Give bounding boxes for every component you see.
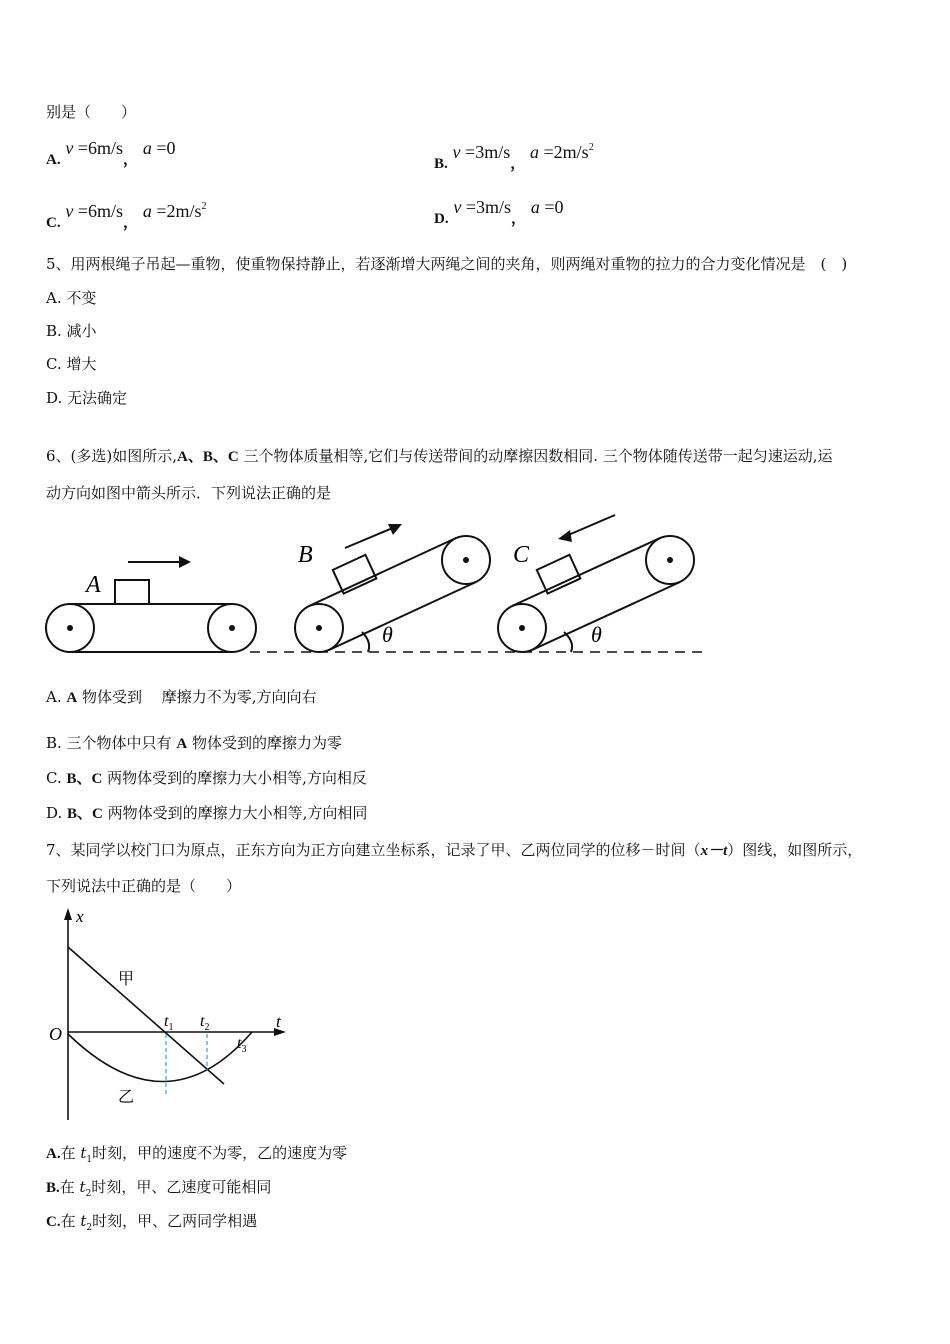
q6-stem-line2: 动方向如图中箭头所示．下列说法正确的是 — [46, 484, 332, 502]
q6-stem: 6、(多选)如图所示,A、B、C 三个物体质量相等,它们与传送带间的动摩擦因数相同. 三个物体随传送带一起匀速运动,运 — [46, 447, 833, 465]
q7-option-c[interactable]: C.在 $t_2$时刻，甲、乙两同学相遇 — [46, 1212, 258, 1233]
t-axis-label: t — [276, 1012, 281, 1031]
q6-option-d[interactable]: D. B、C 两物体受到的摩擦力大小相等,方向相同 — [46, 804, 368, 822]
xt-graph — [40, 900, 300, 1125]
q4-option-c[interactable]: C. v =6m/s， $a =2m/s^2$ — [46, 201, 207, 231]
label-a: A — [86, 572, 101, 598]
q5-option-c[interactable]: C. 增大 — [46, 355, 97, 373]
label-b: B — [298, 542, 313, 568]
theta-b: θ — [382, 622, 393, 647]
q4-option-a[interactable]: A. v =6m/s， a =0 — [46, 138, 176, 168]
q6-option-b[interactable]: B. 三个物体中只有 A 物体受到的摩擦力为零 — [46, 734, 342, 752]
block-a — [115, 580, 149, 604]
q5-option-b[interactable]: B. 减小 — [46, 322, 97, 340]
yi-curve — [68, 1032, 252, 1082]
q5-option-a[interactable]: A. 不变 — [46, 289, 97, 307]
q7-option-b[interactable]: B.在 $t_2$时刻，甲、乙速度可能相同 — [46, 1178, 272, 1199]
label-c: C — [513, 542, 530, 568]
t2-label: $t_2$ — [200, 1013, 210, 1033]
q5-stem: 5、用两根绳子吊起—重物，使重物保持静止，若逐渐增大两绳之间的夹角，则两绳对重物的拉力的合力变化情况是 ( ) — [46, 255, 848, 273]
yi-label: 乙 — [118, 1089, 135, 1106]
block-c — [537, 555, 581, 594]
conveyor-figure — [40, 510, 720, 660]
origin-label: O — [49, 1024, 62, 1044]
t1-label: $t_1$ — [164, 1013, 174, 1033]
q5-option-d[interactable]: D. 无法确定 — [46, 389, 128, 407]
q4-option-d[interactable]: D. v =3m/s， a =0 — [434, 197, 564, 227]
q7-stem-line2: 下列说法中正确的是（ ） — [46, 877, 242, 895]
q6-option-a[interactable]: A. A 物体受到 摩擦力不为零,方向向右 — [46, 688, 317, 706]
t3-label: $t_3$ — [237, 1035, 247, 1055]
x-axis-label: x — [76, 907, 84, 926]
q7-stem: 7、某同学以校门口为原点，正东方向为正方向建立坐标系，记录了甲、乙两位同学的位移－时间（x－t）图线，如图所示， — [46, 841, 863, 859]
block-b — [333, 555, 377, 594]
q4-option-b[interactable]: B. v =3m/s， $a =2m/s^2$ — [434, 142, 594, 172]
q4-tail: 别是（ ） — [46, 103, 137, 121]
q7-option-a[interactable]: A.在 $t_1$时刻，甲的速度不为零，乙的速度为零 — [46, 1144, 348, 1165]
q6-option-c[interactable]: C. B、C 两物体受到的摩擦力大小相等,方向相反 — [46, 769, 367, 787]
theta-c: θ — [591, 622, 602, 647]
jia-label: 甲 — [118, 971, 135, 988]
